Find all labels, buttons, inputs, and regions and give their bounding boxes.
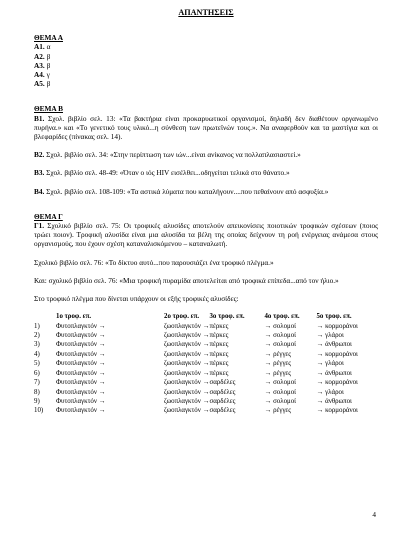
row-number: 2)	[34, 332, 40, 340]
table-cell: ζωοπλαγκτόν →	[164, 332, 210, 340]
table-cell: Φυτοπλαγκτόν →	[56, 407, 106, 415]
table-row	[34, 406, 358, 415]
table-cell: πέρκες	[209, 322, 229, 330]
table-cell: → ρέγγες	[264, 407, 292, 415]
table-cell: πέρκες	[209, 350, 229, 358]
answer-a5: Α5. β	[34, 79, 51, 89]
table-cell: Φυτοπλαγκτόν →	[56, 332, 106, 340]
row-number: 10)	[34, 407, 44, 415]
theme-c-heading: ΘΕΜΑ Γ	[34, 211, 63, 221]
table-cell: → κορμοράνοι	[316, 407, 358, 415]
table-cell: → κορμοράνοι	[316, 379, 358, 387]
row-number: 5)	[34, 360, 40, 368]
row-number: 8)	[34, 388, 40, 396]
row-number: 3)	[34, 341, 40, 349]
table-cell: Φυτοπλαγκτόν →	[56, 360, 106, 368]
row-number: 4)	[34, 350, 40, 358]
table-cell: πέρκες	[209, 369, 229, 377]
table-cell: ζωοπλαγκτόν →	[164, 379, 210, 387]
answer-b4: Β4. Σχολ. βιβλίο σελ. 108-109: «Τα αστικά λύματα που καταλήγουν....που πεθαίνουν από ασφυξία.»	[34, 186, 329, 196]
paragraph-food-web: Σχολικό βιβλίο σελ. 76: «Το δίκτυο αυτό...που παρουσιάζει ένα τροφικό πλέγμα.»	[34, 257, 274, 267]
row-number: 9)	[34, 397, 40, 405]
table-row	[34, 350, 358, 359]
column-header: 2ο τροφ. επ.	[164, 313, 200, 321]
table-cell: → ρέγγες	[264, 350, 292, 358]
column-header: 5ο τροφ. επ.	[316, 313, 352, 321]
table-cell: → σολομοί	[264, 332, 297, 340]
table-cell: → ρέγγες	[264, 369, 292, 377]
food-chain-rows	[34, 322, 358, 416]
table-cell: σαρδέλες	[209, 407, 236, 415]
table-cell: → σολομοί	[264, 379, 297, 387]
row-number: 7)	[34, 379, 40, 387]
table-cell: → σολομοί	[264, 388, 297, 396]
table-cell: → σολομοί	[264, 341, 297, 349]
food-chain-table	[34, 312, 358, 415]
answer-a4: Α4. γ	[34, 70, 50, 80]
theme-a-heading: ΘΕΜΑ Α	[34, 33, 63, 43]
column-header: 1ο τροφ. επ.	[56, 313, 92, 321]
table-cell: ζωοπλαγκτόν →	[164, 360, 210, 368]
table-cell: → άνθρωποι	[316, 369, 352, 377]
table-cell: → άνθρωποι	[316, 397, 352, 405]
table-cell: Φυτοπλαγκτόν →	[56, 350, 106, 358]
table-cell: → σολομοί	[264, 322, 297, 330]
table-cell: → κορμοράνοι	[316, 350, 358, 358]
table-cell: Φυτοπλαγκτόν →	[56, 341, 106, 349]
table-cell: σαρδέλες	[209, 379, 236, 387]
food-chain-header	[34, 312, 358, 321]
table-row	[34, 359, 358, 368]
theme-b-heading: ΘΕΜΑ Β	[34, 104, 63, 114]
table-cell: ζωοπλαγκτόν →	[164, 322, 210, 330]
table-cell: → άνθρωποι	[316, 341, 352, 349]
table-cell: Φυτοπλαγκτόν →	[56, 322, 106, 330]
table-cell: σαρδέλες	[209, 397, 236, 405]
table-cell: ζωοπλαγκτόν →	[164, 350, 210, 358]
paragraph-chains-intro: Στο τροφικό πλέγμα που δίνεται υπάρχουν οι εξής τροφικές αλυσίδες:	[34, 294, 239, 304]
table-cell: Φυτοπλαγκτόν →	[56, 369, 106, 377]
table-cell: → γλάροι	[316, 360, 344, 368]
answer-b3: Β3. Σχολ. βιβλίο σελ. 48-49: «Όταν ο ιός HIV εισέλθει...οδηγείται τελικά στο θάνατο.»	[34, 168, 290, 178]
table-row	[34, 322, 358, 331]
table-cell: → σολομοί	[264, 397, 297, 405]
answer-a3: Α3. β	[34, 60, 51, 70]
column-header: 3ο τροφ. επ.	[209, 313, 245, 321]
table-cell: → ρέγγες	[264, 360, 292, 368]
table-row	[34, 388, 358, 397]
table-cell: ζωοπλαγκτόν →	[164, 388, 210, 396]
page-number: 4	[372, 509, 376, 519]
table-row	[34, 340, 358, 349]
theme-a-answers	[34, 42, 378, 88]
table-cell: πέρκες	[209, 341, 229, 349]
table-cell: → γλάροι	[316, 388, 344, 396]
answer-a2: Α2. β	[34, 51, 51, 61]
paragraph-pyramid: Και: σχολικό βιβλίο σελ. 76: «Μια τροφική πυραμίδα αποτελείται από τροφικά επίπεδα...από τον ήλιο.»	[34, 275, 339, 285]
table-cell: πέρκες	[209, 332, 229, 340]
table-cell: → γλάροι	[316, 332, 344, 340]
table-cell: Φυτοπλαγκτόν →	[56, 379, 106, 387]
answer-a1: Α1. α	[34, 42, 51, 52]
answer-c1: Γ1. Σχολικό βιβλίο σελ. 75: Οι τροφικές αλυσίδες αποτελούν απεικονίσεις ποιοτικών τροφικών σχέσεων (ποιος τρώει ποιον). Τροφική αλυσίδα είναι μια αλυσίδα τα βέλη της οποίας δείχνουν τη ροή ενέργειας ανάμεσα στους οργανισμούς, που έχουν σχέση καταναλισκόμενου – καταναλωτή.	[34, 221, 378, 249]
answer-b1: Β1. Σχολ. βιβλίο σελ. 13: «Τα βακτήρια είναι προκαρυωτικοί οργανισμοί, δηλαδή δεν διαθέτουν οργανωμένο πυρήνα.» και «Το γενετικό τους υλικό...η σύνθεση των πρωτεϊνών τους.». Να αναφερθούν και τα μαστίγια και οι βλεφαρίδες (πίνακας σελ. 14).	[34, 113, 378, 142]
table-cell: πέρκες	[209, 360, 229, 368]
page-title: ΑΠΑΝΤΗΣΕΙΣ	[178, 8, 234, 17]
table-cell: ζωοπλαγκτόν →	[164, 397, 210, 405]
table-cell: ζωοπλαγκτόν →	[164, 369, 210, 377]
row-number: 1)	[34, 322, 40, 330]
table-cell: → κορμοράνοι	[316, 322, 358, 330]
table-cell: Φυτοπλαγκτόν →	[56, 397, 106, 405]
table-cell: σαρδέλες	[209, 388, 236, 396]
table-cell: Φυτοπλαγκτόν →	[56, 388, 106, 396]
row-number: 6)	[34, 369, 40, 377]
table-row	[34, 369, 358, 378]
table-row	[34, 378, 358, 387]
table-row	[34, 397, 358, 406]
column-header: 4ο τροφ. επ.	[264, 313, 300, 321]
table-cell: ζωοπλαγκτόν →	[164, 407, 210, 415]
table-row	[34, 331, 358, 340]
answer-b2: Β2. Σχολ. βιβλίο σελ. 34: «Στην περίπτωση των ιών...είναι ανίκανος να πολλαπλασιαστεί.»	[34, 150, 301, 160]
table-cell: ζωοπλαγκτόν →	[164, 341, 210, 349]
